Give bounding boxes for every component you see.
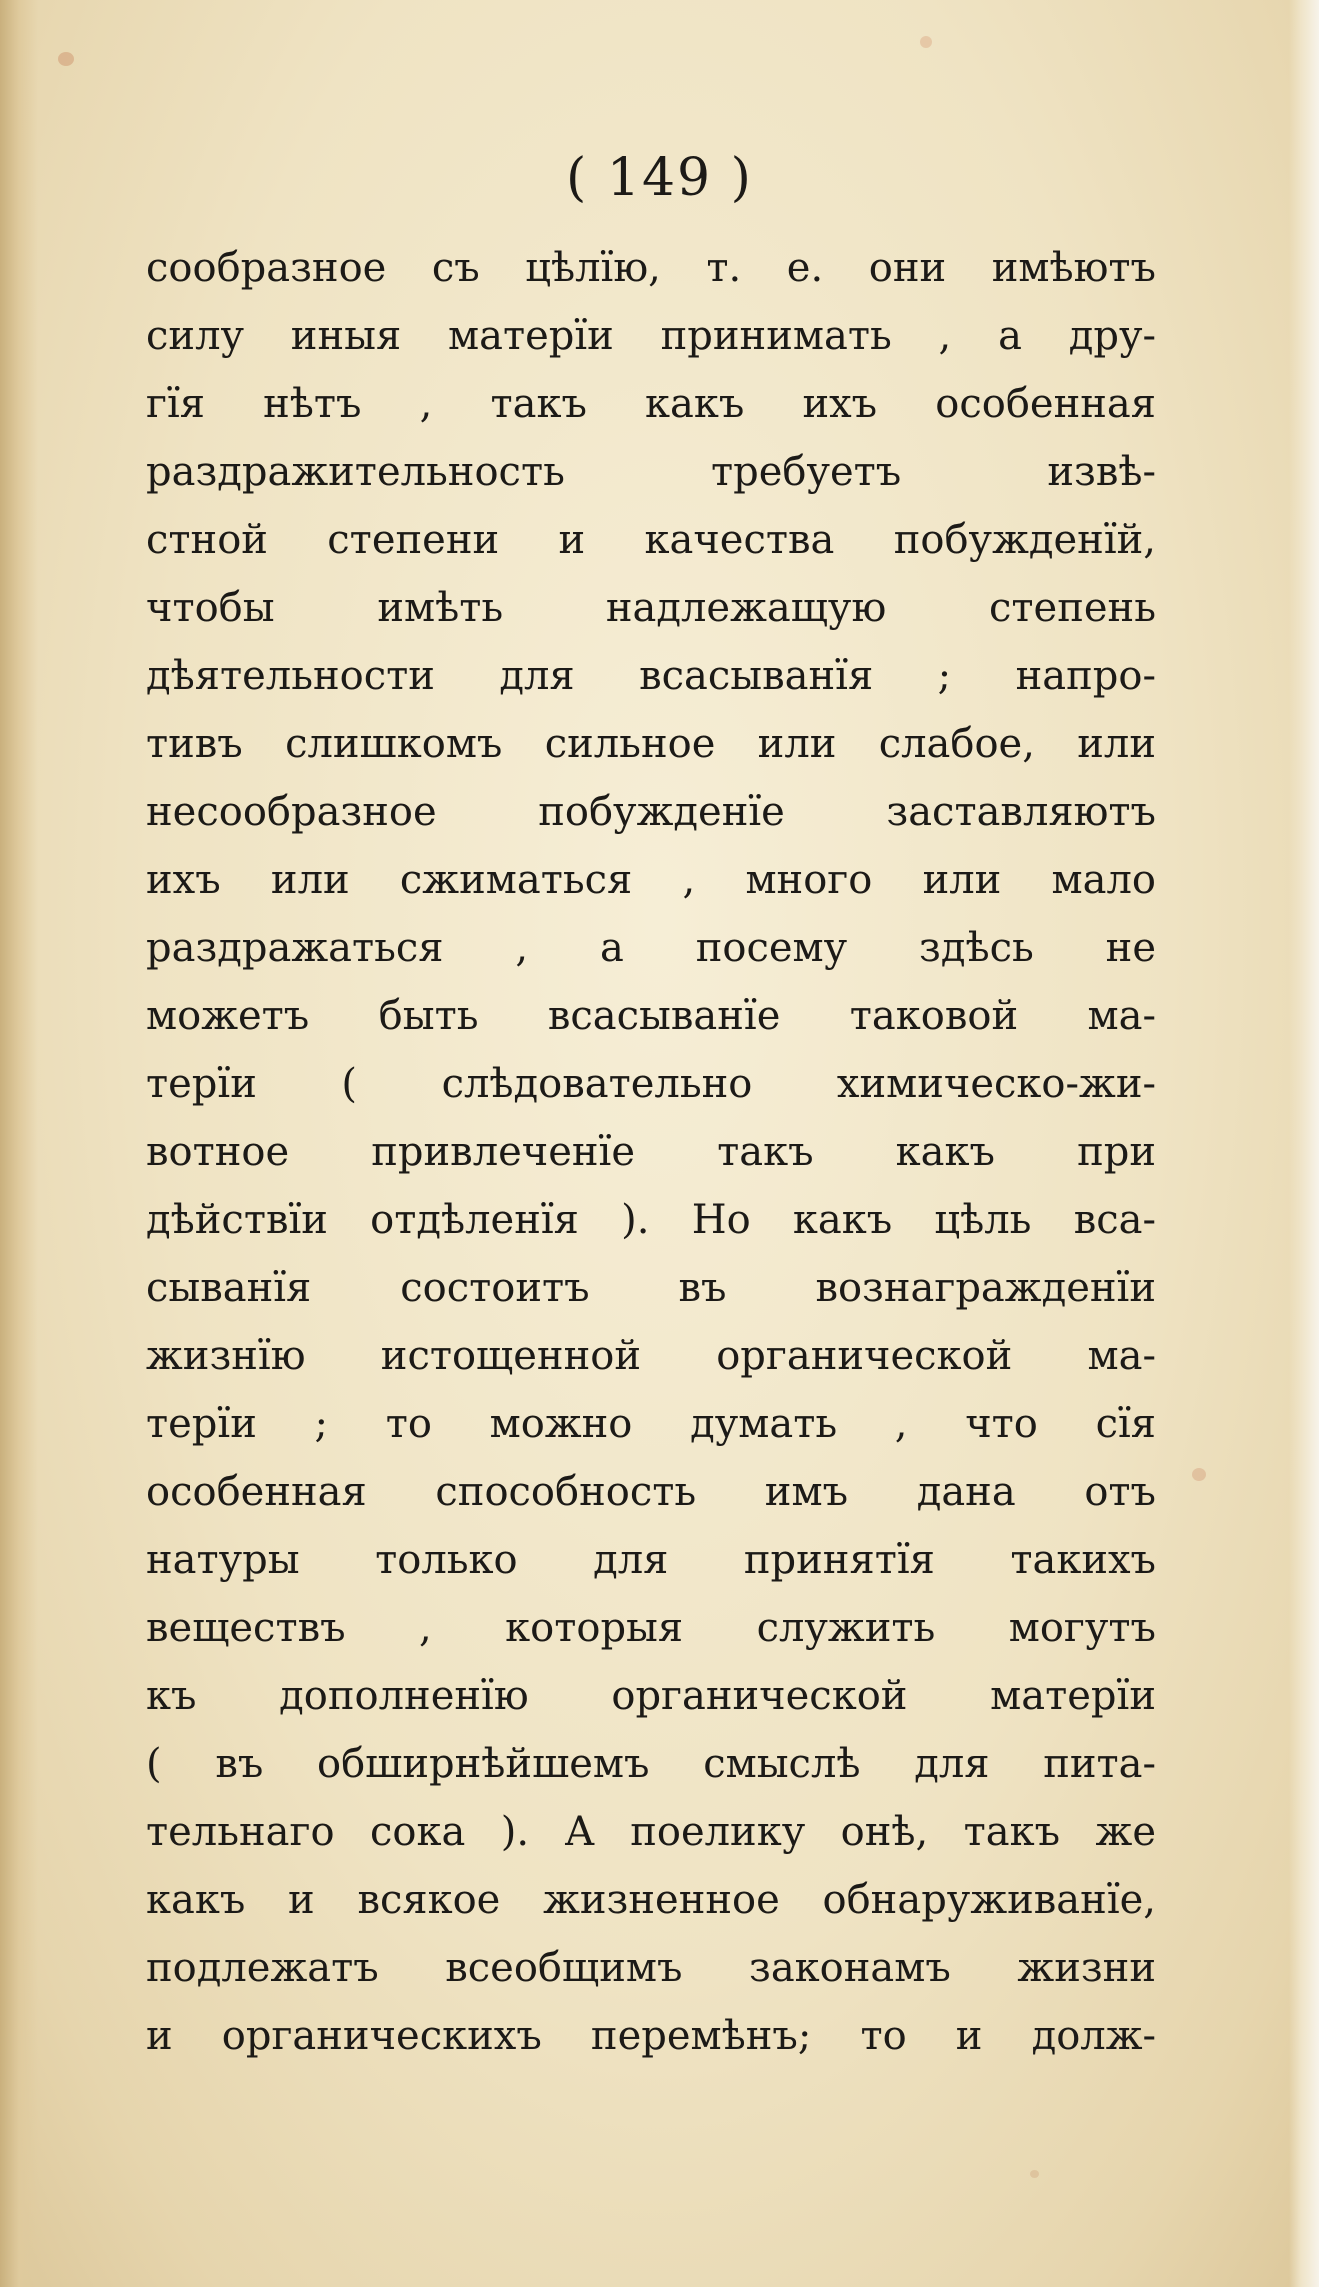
text-line: раздражаться , а посему здѣсь не <box>146 925 1156 971</box>
body-text <box>146 234 1156 2070</box>
text-line: терїи ; то можно думать , что сїя <box>146 1401 1156 1447</box>
text-line: раздражительность требуетъ извѣ- <box>146 449 1156 495</box>
page-left-edge-shadow <box>0 0 38 2287</box>
text-line: жизнїю истощенной органической ма- <box>146 1333 1156 1379</box>
text-line: ( въ обширнѣйшемъ смыслѣ для пита- <box>146 1741 1156 1787</box>
paper-stain <box>1192 1468 1206 1481</box>
paper-stain <box>58 52 74 66</box>
text-line: сообразное съ цѣлїю, т. е. они имѣютъ <box>146 245 1156 291</box>
text-line: натуры только для принятїя такихъ <box>146 1537 1156 1583</box>
text-line: сыванїя состоитъ въ вознагражденїи <box>146 1265 1156 1311</box>
text-line: гїя нѣтъ , такъ какъ ихъ особенная <box>146 381 1156 427</box>
text-line: дѣятельности для всасыванїя ; напро- <box>146 653 1156 699</box>
text-line: стной степени и качества побужденїй, <box>146 517 1156 563</box>
text-line: чтобы имѣть надлежащую степень <box>146 585 1156 631</box>
paper-stain <box>920 36 932 48</box>
text-line: ихъ или сжиматься , много или мало <box>146 857 1156 903</box>
text-line: тивъ слишкомъ сильное или слабое, или <box>146 721 1156 767</box>
text-line: можетъ быть всасыванїе таковой ма- <box>146 993 1156 1039</box>
text-line: терїи ( слѣдовательно химическо-жи- <box>146 1061 1156 1107</box>
text-line: дѣйствїи отдѣленїя ). Но какъ цѣль вса- <box>146 1197 1156 1243</box>
page-right-edge <box>1289 0 1319 2287</box>
text-line: особенная способность имъ дана отъ <box>146 1469 1156 1515</box>
text-line: силу иныя матерїи принимать , а дру- <box>146 313 1156 359</box>
text-line: и органическихъ перемѣнъ; то и долж- <box>146 2013 1156 2059</box>
text-line: тельнаго сока ). А поелику онѣ, такъ же <box>146 1809 1156 1855</box>
page-number: ( 149 ) <box>566 148 753 208</box>
paper-stain <box>1030 2170 1039 2178</box>
text-line: къ дополненїю органической матерїи <box>146 1673 1156 1719</box>
text-line: несообразное побужденїе заставляютъ <box>146 789 1156 835</box>
text-line: веществъ , которыя служить могутъ <box>146 1605 1156 1651</box>
text-line: какъ и всякое жизненное обнаруживанїе, <box>146 1877 1156 1923</box>
text-line: вотное привлеченїе такъ какъ при <box>146 1129 1156 1175</box>
text-line: подлежатъ всеобщимъ законамъ жизни <box>146 1945 1156 1991</box>
